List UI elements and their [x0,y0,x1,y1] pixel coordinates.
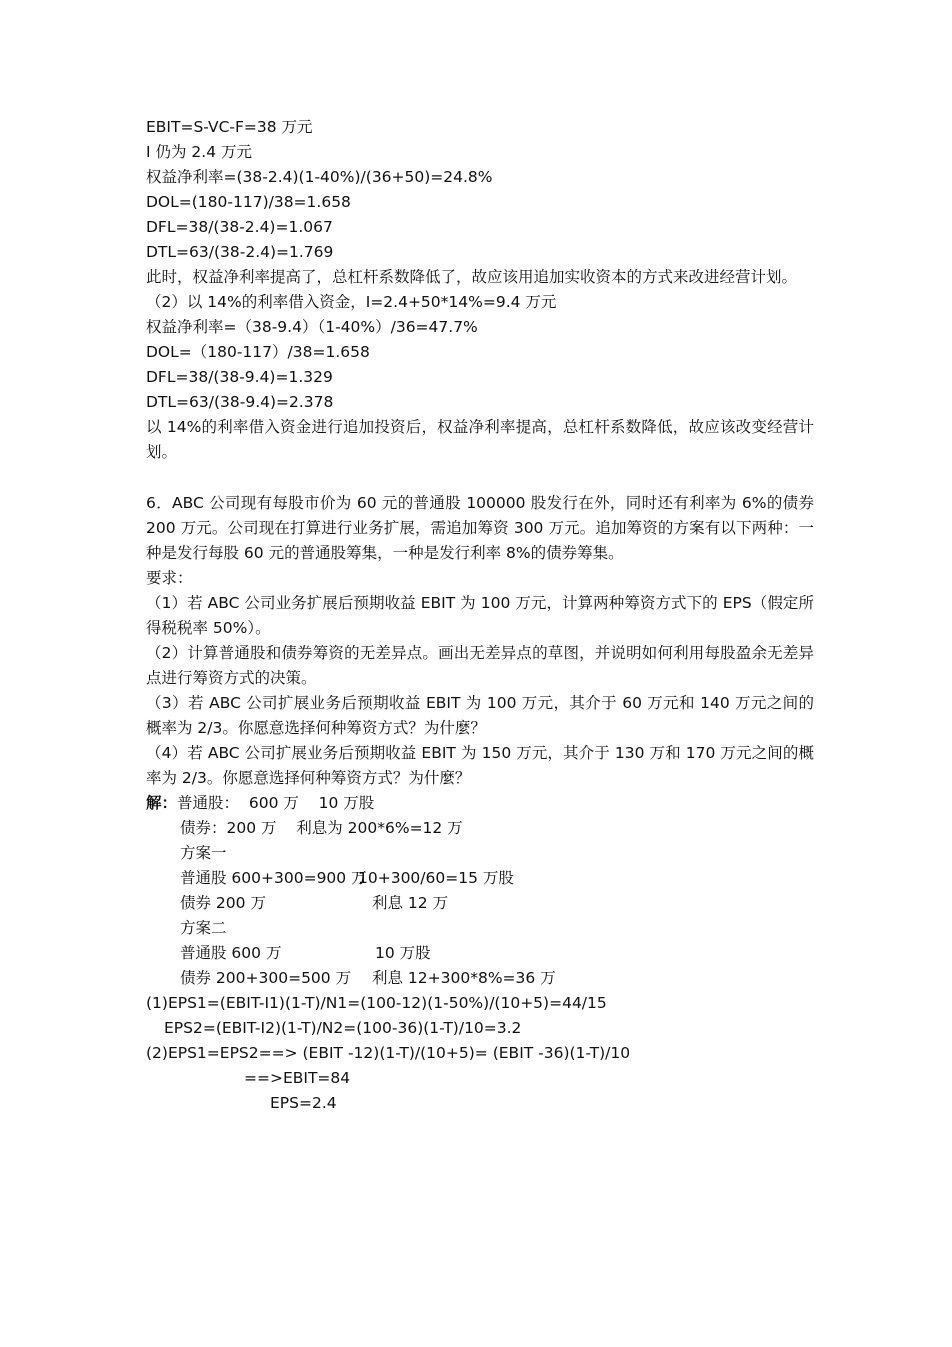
requirement-4: （4）若 ABC 公司扩展业务后预期收益 EBIT 为 150 万元，其介于 130 万和 170 万元之间的概率为 2/3。你愿意选择何种筹资方式？为什麼？ [146,744,814,787]
text-line: DTL=63/(38-9.4)=2.378 [146,393,334,411]
text-line: 权益净利率=（38-9.4）（1-40%）/36=47.7% [146,318,478,336]
text-line: 权益净利率=(38-2.4)(1-40%)/(36+50)=24.8% [146,168,493,186]
text-line: I 仍为 2.4 万元 [146,143,253,161]
plan-heading: 方案二 [180,919,227,937]
cell-right: 利息 12 万 [372,894,449,912]
cell-right: 10+300/60=15 万股 [358,869,514,887]
equation-line: ==>EBIT=84 [244,1069,351,1087]
plan-heading: 方案一 [180,844,227,862]
text-line: DFL=38/(38-9.4)=1.329 [146,368,333,386]
equation-line: EPS=2.4 [270,1094,337,1112]
text-line: DFL=38/(38-2.4)=1.067 [146,218,333,236]
text-line: （2）以 14%的利率借入资金，I=2.4+50*14%=9.4 万元 [146,293,557,311]
conclusion-paragraph: 此时，权益净利率提高了，总杠杆系数降低了，故应该用追加实收资本的方式来改进经营计划。 [146,268,798,286]
text-line: DOL=(180-117)/38=1.658 [146,193,351,211]
requirement-3: （3）若 ABC 公司扩展业务后预期收益 EBIT 为 100 万元，其介于 60 万元和 140 万元之间的概率为 2/3。你愿意选择何种筹资方式？为什麼？ [146,694,814,737]
solution-line [146,891,814,916]
text-line: EBIT=S-VC-F=38 万元 [146,118,313,136]
solution-text: 普通股： 600 万 10 万股 [177,794,375,812]
requirements-label: 要求： [146,569,193,587]
equation-line: EPS2=(EBIT-I2)(1-T)/N2=(100-36)(1-T)/10=3.2 [164,1019,522,1037]
cell-left: 债券 200 万 [180,894,266,912]
conclusion-paragraph: 以 14%的利率借入资金进行追加投资后，权益净利率提高，总杠杆系数降低，故应该改变经营计划。 [146,418,814,461]
solution-line: 债券：200 万 利息为 200*6%=12 万 [180,819,463,837]
solution-line [146,791,814,816]
text-line: DTL=63/(38-2.4)=1.769 [146,243,334,261]
paragraph-gap [146,465,814,491]
solution-label: 解： [146,794,178,812]
equation-line: (2)EPS1=EPS2==> (EBIT -12)(1-T)/(10+5)= (EBIT -36)(1-T)/10 [146,1044,631,1062]
solution-line [146,966,814,991]
cell-right: 10 万股 [375,944,431,962]
question-stem: 6．ABC 公司现有每股市价为 60 元的普通股 100000 股发行在外，同时还有利率为 6%的债券 200 万元。公司现在打算进行业务扩展，需追加筹资 300 万元。追加筹资的方案有以下两种：一种是发行每股 60 元的普通股筹集，一种是发行利率 8%的债券筹集。 [146,494,814,562]
solution-line [146,866,814,891]
text-line: DOL=（180-117）/38=1.658 [146,343,370,361]
requirement-1: （1）若 ABC 公司业务扩展后预期收益 EBIT 为 100 万元，计算两种筹资方式下的 EPS（假定所得税税率 50%）。 [146,594,814,637]
cell-left: 普通股 600 万 [180,944,282,962]
solution-line [146,941,814,966]
equation-line: (1)EPS1=(EBIT-I1)(1-T)/N1=(100-12)(1-50%)/(10+5)=44/15 [146,994,607,1012]
cell-right: 利息 12+300*8%=36 万 [372,969,556,987]
cell-left: 债券 200+300=500 万 [180,969,352,987]
page-content [146,115,814,1116]
requirement-2: （2）计算普通股和债券筹资的无差异点。画出无差异点的草图，并说明如何利用每股盈余无差异点进行筹资方式的决策。 [146,644,814,687]
cell-left: 普通股 600+300=900 万 [180,869,367,887]
